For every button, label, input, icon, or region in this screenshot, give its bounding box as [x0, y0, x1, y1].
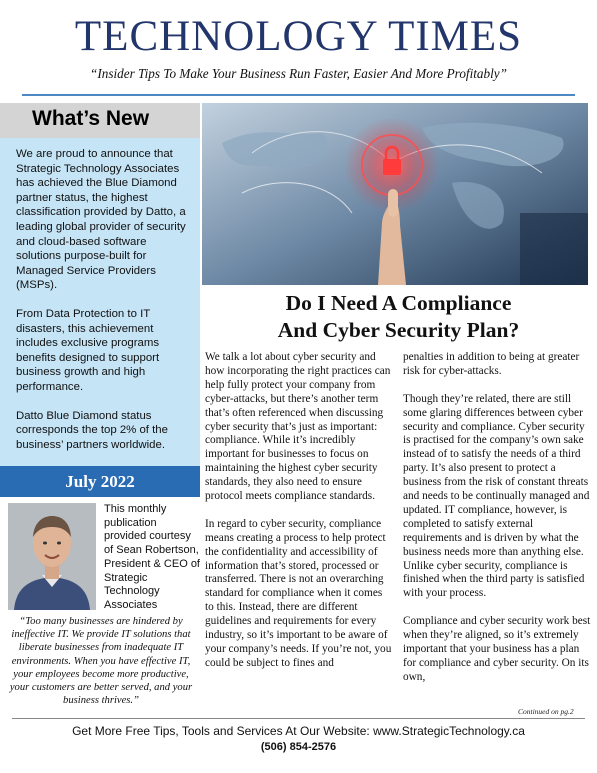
issue-date: July 2022 — [65, 472, 135, 491]
headline-line: And Cyber Security Plan? — [277, 318, 520, 342]
cyber-security-padlock-icon — [202, 103, 588, 285]
whats-new-heading: What’s New — [32, 107, 150, 130]
whats-new-body — [0, 138, 200, 466]
article-paragraph: Though they’re related, there are still some glaring differences between cyber security and compliance. Cyber security is practised for the company’s own sake instead of to satisfy the needs of a third party. It’s also present to protect a business from the risk of constant threats and needs to be continually managed and updated. IT compliance, however, is completed to satisfy external requirements and is driven by what the business needs more than anything else. Unlike cyber security, compliance is finished when the third party is satisfied with your process. — [403, 392, 590, 600]
whats-new-header — [0, 103, 200, 138]
whats-new-paragraph: Datto Blue Diamond status corresponds the top 2% of the business’ partners worldwide. — [16, 409, 168, 451]
article-paragraph: In regard to cyber security, compliance means creating a process to help protect the confidentiality and accessibility of information that’s stored, processed or transferred. There is not an overarching standard for compliance when it comes to this. Instead, there are different guidelines and requirements for every industry, so it’s important to be aware of your company’s needs. If you’re not, you could be subject to fines and — [205, 517, 392, 669]
article-headline — [200, 290, 597, 344]
article-column-left — [205, 351, 393, 685]
author-photo — [8, 503, 96, 610]
author-bio: This monthly publication provided courtesy of Sean Robertson, President & CEO of Strategic Technology Associates — [104, 503, 200, 611]
headline-line: Do I Need A Compliance — [285, 291, 512, 315]
whats-new-paragraph: From Data Protection to IT disasters, this achievement includes exclusive programs benefits designed to support business growth and high performance. — [16, 307, 160, 393]
masthead — [0, 0, 597, 100]
article-paragraph: Compliance and cyber security work best when they’re aligned, so it’s extremely important that your business has a plan for compliance and cyber security. On its own, — [403, 615, 591, 683]
footer-phone: (506) 854-2576 — [260, 741, 337, 753]
newsletter-title: TECHNOLOGY TIMES — [74, 13, 523, 60]
article-paragraph: We talk a lot about cyber security and how incorporating the right practices can help fully protect your company from cyber-attacks, but there’s another term that’s often referenced when discussing cyber security that’s just as important: compliance. While it’s incredibly important for businesses to focus on maintaining the highest cyber security standards, they also need to ensure protocol meets compliance standards. — [205, 351, 391, 503]
whats-new-paragraph: We are proud to announce that Strategic Technology Associates has achieved the Blue Diamond partner status, the highest classification provided by Datto, a leading global provider of security and cloud-based software solutions purpose-built for Managed Service Providers (MSPs). — [16, 148, 186, 292]
footer-website-line: Get More Free Tips, Tools and Services At Our Website: www.StrategicTechnology.ca — [72, 724, 525, 738]
article-column-right — [403, 351, 591, 699]
footer-divider — [12, 718, 585, 719]
author-portrait-icon — [8, 503, 96, 610]
article-paragraph: penalties in addition to being at greater risk for cyber-attacks. — [403, 351, 580, 377]
continued-note: Continued on pg.2 — [518, 707, 574, 716]
author-quote: “Too many businesses are hindered by ineffective IT. We provide IT solutions that liberate businesses from inadequate IT environments. When you have effective IT, your employees become more productive, your customers are better served, and your business thrives.” — [9, 616, 193, 707]
hero-image — [202, 103, 588, 285]
issue-date-bar — [0, 466, 200, 497]
masthead-divider — [22, 94, 575, 96]
newsletter-tagline: “Insider Tips To Make Your Business Run Faster, Easier And More Profitably” — [90, 66, 507, 81]
